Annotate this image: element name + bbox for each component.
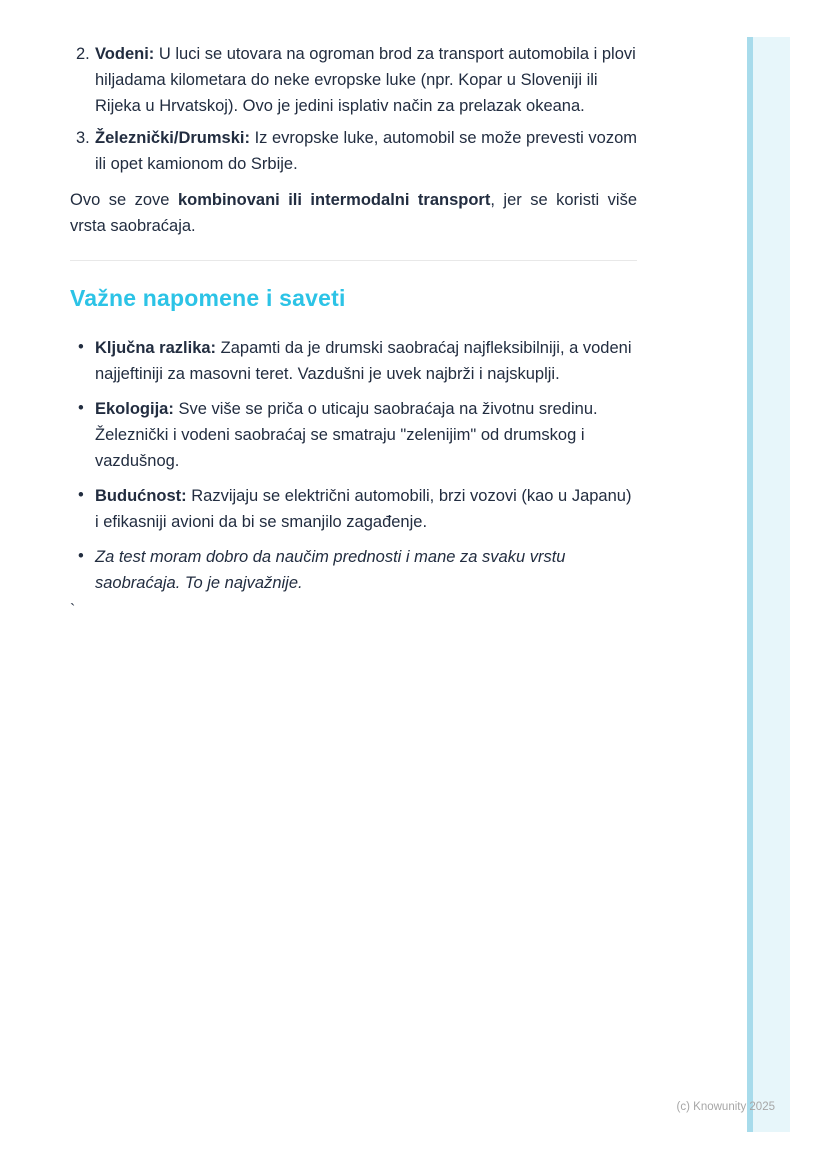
list-item-lead: Vodeni: (95, 45, 155, 63)
bullet-text: Razvijaju se električni automobili, brzi vozovi (kao u Japanu) i efikasniji avioni da bi se smanjilo zagađenje. (95, 487, 632, 531)
summary-suffix: , jer se koristi više vrsta saobraćaja. (70, 191, 638, 235)
bullet-icon: • (78, 399, 84, 417)
bullet-lead: Budućnost: (95, 487, 187, 505)
list-item-text: Iz evropske luke, automobil se može prevesti vozom ili opet kamionom do Srbije. (95, 129, 637, 173)
bullet-text: Zapamti da je drumski saobraćaj najfleksibilniji, a vodeni najjeftiniji za masovni teret. Vazdušni je uvek najbrži i najskuplji. (95, 339, 632, 383)
section-divider (70, 260, 637, 261)
copyright-footer: (c) Knowunity 2025 (676, 1101, 775, 1113)
bullet-list (70, 335, 637, 596)
bullet-text: Sve više se priča o uticaju saobraćaja na životnu sredinu. Železnički i vodeni saobraćaj se smatraju "zelenijim" od drumskog i vazdušnog. (95, 400, 598, 470)
section-heading: Važne napomene i saveti (70, 285, 346, 311)
list-item-zeleznicki-drumski (70, 125, 637, 177)
stray-backtick-character: ` (70, 602, 76, 619)
numbered-list (70, 41, 637, 177)
bullet-item-italic-note (70, 544, 637, 596)
bullet-item-buducnost (70, 483, 637, 535)
bullet-icon: • (78, 486, 84, 504)
right-accent-stripe (747, 37, 790, 1132)
italic-note-text: Za test moram dobro da naučim prednosti i mane za svaku vrstu saobraćaja. To je najvažnije. (95, 548, 566, 592)
bullet-icon: • (78, 338, 84, 356)
list-item-vodeni (70, 41, 637, 119)
bullet-item-ekologija (70, 396, 637, 474)
summary-paragraph (70, 187, 637, 239)
bullet-lead: Ekologija: (95, 400, 174, 418)
content-column (70, 41, 637, 624)
list-item-text: U luci se utovara na ogroman brod za transport automobila i plovi hiljadama kilometara do neke evropske luke (npr. Kopar u Sloveniji ili Rijeka u Hrvatskoj). Ovo je jedini isplativ način za prelazak okeana. (95, 45, 636, 115)
list-number: 2. (76, 45, 90, 63)
summary-prefix: Ovo se zove (70, 191, 178, 209)
summary-bold-phrase: kombinovani ili intermodalni transport (177, 191, 491, 209)
bullet-lead: Ključna razlika: (95, 339, 217, 357)
bullet-item-kljucna-razlika (70, 335, 637, 387)
list-item-lead: Železnički/Drumski: (95, 129, 250, 147)
list-number: 3. (76, 129, 90, 147)
bullet-icon: • (78, 547, 84, 565)
